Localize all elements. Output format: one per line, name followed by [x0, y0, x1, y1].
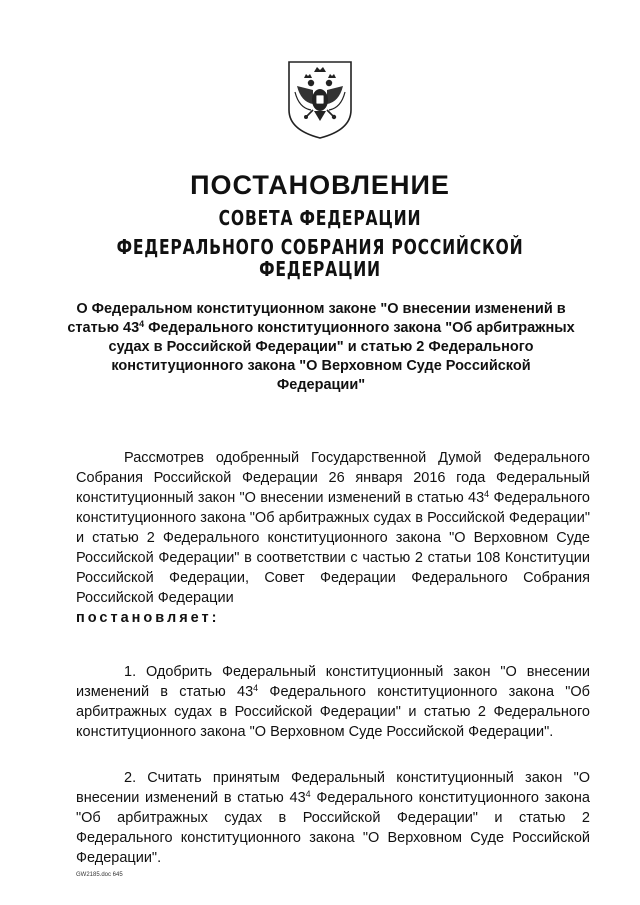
heading-text-a: О Федеральном конституционном законе "О внесении изменений в статью 43: [67, 301, 566, 336]
coat-of-arms-icon: [283, 58, 357, 142]
resolves-word: постановляет:: [76, 610, 220, 626]
heading-text-b: Федерального конституционного закона "Об арбитражных судах в Российской Федерации" и статью 2 Федерального конституционного закона "О Верховном Суде Российской Федерации": [108, 320, 575, 393]
item2-text-b: Федерального конституционного закона "Об арбитражных судах в Российской Федерации" и статью 2 Федерального конституционного закона "О Верховном Суде Российской Федерации".: [76, 790, 590, 866]
item1-text-b: Федерального конституционного закона "Об арбитражных судах в Российской Федерации" и статью 2 Федерального конституционного закона "О Верховном Суде Российской Федерации".: [76, 684, 590, 740]
intro-text-a: Рассмотрев одобренный Государственной Думой Федерального Собрания Российской Федерации 26 января 2016 года Федеральный конституционный закон "О внесении изменений в статью 43: [76, 450, 590, 506]
item2-sup: 4: [305, 789, 311, 800]
footer-doc-code: GW2185.doc 645: [76, 872, 123, 878]
issuing-body-parliament: ФЕДЕРАЛЬНОГО СОБРАНИЯ РОССИЙСКОЙ ФЕДЕРАЦИИ: [116, 235, 524, 281]
heading-sup: 4: [139, 319, 145, 330]
intro-sup: 4: [484, 489, 490, 500]
item-2-paragraph: [76, 768, 590, 868]
document-title: ПОСТАНОВЛЕНИЕ: [190, 170, 450, 200]
item-1-paragraph: [76, 662, 590, 742]
item2-text-a: 2. Считать принятым Федеральный конституционный закон "О внесении изменений в статью 43: [76, 770, 590, 806]
resolution-heading: [66, 300, 576, 395]
issuing-body: СОВЕТА ФЕДЕРАЦИИ: [218, 206, 422, 230]
intro-text-b: Федерального конституционного закона "Об арбитражных судах в Российской Федерации" и статью 2 Федерального конституционного закона "О Верховном Суде Российской Федерации" в соответствии с частью 2 статьи 108 Конституции Российской Федерации, Совет Федерации Федерального Собрания Российской Федерации: [76, 490, 590, 606]
intro-paragraph: [76, 448, 590, 628]
item1-text-a: 1. Одобрить Федеральный конституционный закон "О внесении изменений в статью 43: [76, 664, 590, 700]
item1-sup: 4: [253, 683, 259, 694]
